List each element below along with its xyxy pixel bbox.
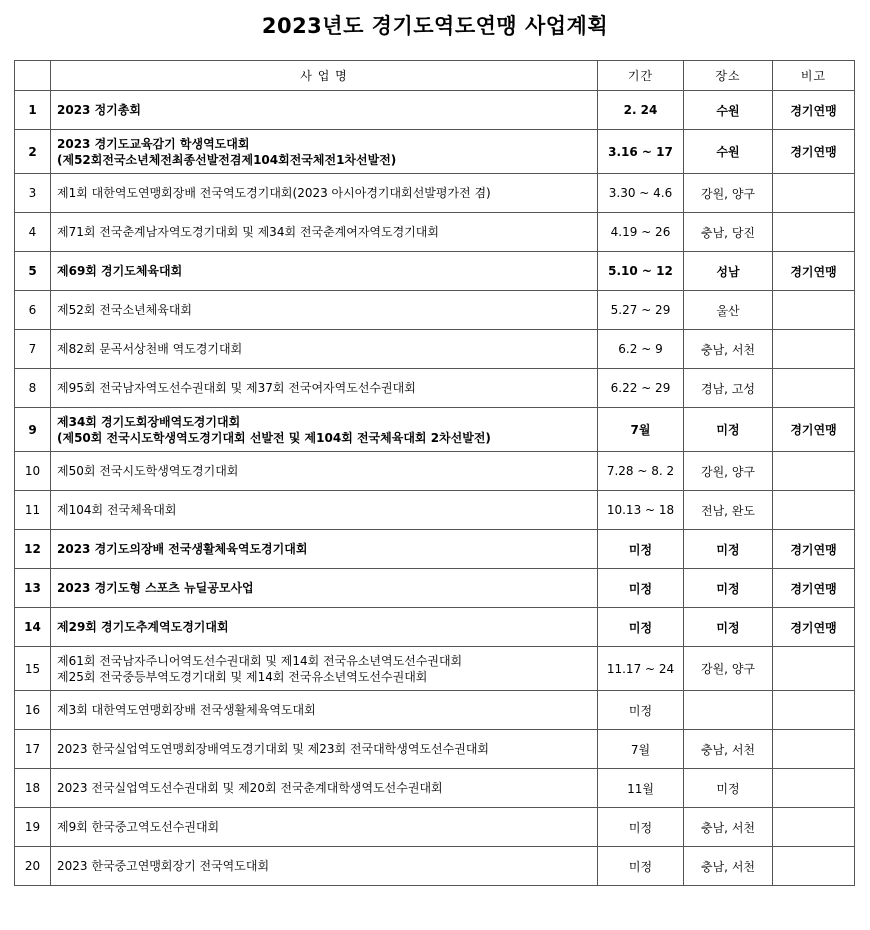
event-place: 경남, 고성 xyxy=(684,369,773,408)
table-row xyxy=(15,730,855,769)
row-number: 13 xyxy=(15,569,51,608)
event-place: 충남, 서천 xyxy=(684,730,773,769)
event-note xyxy=(773,847,855,886)
event-place: 강원, 양구 xyxy=(684,452,773,491)
event-note xyxy=(773,213,855,252)
table-row xyxy=(15,291,855,330)
event-name-cell xyxy=(51,174,598,213)
event-place: 미정 xyxy=(684,530,773,569)
event-note: 경기연맹 xyxy=(773,530,855,569)
table-row xyxy=(15,252,855,291)
event-name: 제1회 대한역도연맹회장배 전국역도경기대회(2023 아시아경기대회선발평가전 겸) xyxy=(57,186,491,200)
event-note xyxy=(773,769,855,808)
header-no xyxy=(15,61,51,91)
event-name: 제71회 전국춘계남자역도경기대회 및 제34회 전국춘계여자역도경기대회 xyxy=(57,225,439,239)
table-row xyxy=(15,808,855,847)
event-period: 4.19 ~ 26 xyxy=(598,213,684,252)
event-note: 경기연맹 xyxy=(773,252,855,291)
event-period: 2. 24 xyxy=(598,91,684,130)
event-note xyxy=(773,691,855,730)
event-period: 미정 xyxy=(598,691,684,730)
event-period: 미정 xyxy=(598,847,684,886)
row-number: 18 xyxy=(15,769,51,808)
event-name: 2023 경기도교육감기 학생역도대회 xyxy=(57,136,250,151)
row-number: 7 xyxy=(15,330,51,369)
event-period: 6.2 ~ 9 xyxy=(598,330,684,369)
event-name-cell xyxy=(51,369,598,408)
table-row xyxy=(15,213,855,252)
row-number: 4 xyxy=(15,213,51,252)
event-name: 제9회 한국중고역도선수권대회 xyxy=(57,820,220,834)
event-note: 경기연맹 xyxy=(773,408,855,452)
event-name-line2: 제25회 전국중등부역도경기대회 및 제14회 전국유소년역도선수권대회 xyxy=(57,669,428,684)
event-period: 10.13 ~ 18 xyxy=(598,491,684,530)
event-place: 전남, 완도 xyxy=(684,491,773,530)
event-note xyxy=(773,369,855,408)
event-place: 미정 xyxy=(684,608,773,647)
event-place: 수원 xyxy=(684,130,773,174)
event-name-cell xyxy=(51,530,598,569)
event-note xyxy=(773,330,855,369)
event-note xyxy=(773,491,855,530)
row-number: 11 xyxy=(15,491,51,530)
event-name: 제82회 문곡서상천배 역도경기대회 xyxy=(57,342,243,356)
table-row xyxy=(15,847,855,886)
page-title: 2023년도 경기도역도연맹 사업계획 xyxy=(261,14,609,38)
header-period: 기간 xyxy=(598,61,684,91)
table-row xyxy=(15,452,855,491)
event-place: 충남, 서천 xyxy=(684,330,773,369)
event-name-cell xyxy=(51,647,598,691)
event-name: 제29회 경기도추계역도경기대회 xyxy=(57,620,229,634)
event-note xyxy=(773,174,855,213)
table-row xyxy=(15,691,855,730)
event-name-cell xyxy=(51,730,598,769)
table-row xyxy=(15,174,855,213)
event-period: 5.10 ~ 12 xyxy=(598,252,684,291)
event-name-cell xyxy=(51,491,598,530)
table-row xyxy=(15,408,855,452)
row-number: 14 xyxy=(15,608,51,647)
event-name-cell xyxy=(51,847,598,886)
table-row xyxy=(15,91,855,130)
table-row xyxy=(15,608,855,647)
event-name-cell xyxy=(51,452,598,491)
event-name: 2023 정기총회 xyxy=(57,103,141,117)
event-place: 울산 xyxy=(684,291,773,330)
event-name-cell xyxy=(51,769,598,808)
event-name: 제104회 전국체육대회 xyxy=(57,503,177,517)
event-period: 3.30 ~ 4.6 xyxy=(598,174,684,213)
event-name: 제3회 대한역도연맹회장배 전국생활체육역도대회 xyxy=(57,703,316,717)
event-note: 경기연맹 xyxy=(773,569,855,608)
row-number: 1 xyxy=(15,91,51,130)
table-row xyxy=(15,569,855,608)
event-name-cell xyxy=(51,91,598,130)
event-period: 미정 xyxy=(598,608,684,647)
event-name-cell xyxy=(51,569,598,608)
row-number: 10 xyxy=(15,452,51,491)
event-period: 미정 xyxy=(598,808,684,847)
event-place: 미정 xyxy=(684,769,773,808)
event-name-cell xyxy=(51,808,598,847)
row-number: 12 xyxy=(15,530,51,569)
event-place: 충남, 서천 xyxy=(684,847,773,886)
event-note: 경기연맹 xyxy=(773,130,855,174)
event-name: 2023 경기도형 스포츠 뉴딜공모사업 xyxy=(57,581,254,595)
event-note: 경기연맹 xyxy=(773,91,855,130)
event-name: 제61회 전국남자주니어역도선수권대회 및 제14회 전국유소년역도선수권대회 xyxy=(57,653,463,668)
event-place: 강원, 양구 xyxy=(684,174,773,213)
event-name-cell xyxy=(51,291,598,330)
table-row xyxy=(15,769,855,808)
event-name: 제95회 전국남자역도선수권대회 및 제37회 전국여자역도선수권대회 xyxy=(57,381,416,395)
event-period: 미정 xyxy=(598,530,684,569)
event-place: 성남 xyxy=(684,252,773,291)
header-note: 비고 xyxy=(773,61,855,91)
table-row xyxy=(15,369,855,408)
table-body xyxy=(15,91,855,886)
event-period: 3.16 ~ 17 xyxy=(598,130,684,174)
event-name-cell xyxy=(51,252,598,291)
event-name: 2023 경기도의장배 전국생활체육역도경기대회 xyxy=(57,542,308,556)
event-name-line2: (제52회전국소년체전최종선발전겸제104회전국체전1차선발전) xyxy=(57,152,397,167)
event-name: 2023 한국실업역도연맹회장배역도경기대회 및 제23회 전국대학생역도선수권대회 xyxy=(57,742,490,756)
event-place xyxy=(684,691,773,730)
event-period: 5.27 ~ 29 xyxy=(598,291,684,330)
table-row xyxy=(15,330,855,369)
event-name-cell xyxy=(51,130,598,174)
event-note xyxy=(773,647,855,691)
event-place: 미정 xyxy=(684,569,773,608)
event-period: 7.28 ~ 8. 2 xyxy=(598,452,684,491)
business-plan-table xyxy=(14,60,855,886)
event-place: 충남, 당진 xyxy=(684,213,773,252)
header-name: 사 업 명 xyxy=(51,61,598,91)
event-place: 강원, 양구 xyxy=(684,647,773,691)
row-number: 3 xyxy=(15,174,51,213)
event-note xyxy=(773,808,855,847)
event-name: 제69회 경기도체육대회 xyxy=(57,264,183,278)
event-place: 미정 xyxy=(684,408,773,452)
event-name-cell xyxy=(51,330,598,369)
event-period: 11월 xyxy=(598,769,684,808)
table-header-row xyxy=(15,61,855,91)
event-place: 충남, 서천 xyxy=(684,808,773,847)
event-note: 경기연맹 xyxy=(773,608,855,647)
event-place: 수원 xyxy=(684,91,773,130)
event-name: 제52회 전국소년체육대회 xyxy=(57,303,193,317)
event-period: 7월 xyxy=(598,730,684,769)
event-name-line2: (제50회 전국시도학생역도경기대회 선발전 및 제104회 전국체육대회 2차선발전) xyxy=(57,430,491,445)
event-name-cell xyxy=(51,691,598,730)
row-number: 19 xyxy=(15,808,51,847)
table-row xyxy=(15,491,855,530)
header-place: 장소 xyxy=(684,61,773,91)
row-number: 16 xyxy=(15,691,51,730)
row-number: 6 xyxy=(15,291,51,330)
table-row xyxy=(15,647,855,691)
row-number: 17 xyxy=(15,730,51,769)
event-note xyxy=(773,291,855,330)
event-name-cell xyxy=(51,408,598,452)
event-name: 제34회 경기도회장배역도경기대회 xyxy=(57,414,241,429)
row-number: 2 xyxy=(15,130,51,174)
row-number: 5 xyxy=(15,252,51,291)
event-period: 11.17 ~ 24 xyxy=(598,647,684,691)
event-name-cell xyxy=(51,213,598,252)
row-number: 8 xyxy=(15,369,51,408)
row-number: 15 xyxy=(15,647,51,691)
table-row xyxy=(15,130,855,174)
row-number: 20 xyxy=(15,847,51,886)
row-number: 9 xyxy=(15,408,51,452)
event-name: 2023 전국실업역도선수권대회 및 제20회 전국춘계대학생역도선수권대회 xyxy=(57,781,443,795)
event-period: 6.22 ~ 29 xyxy=(598,369,684,408)
event-period: 미정 xyxy=(598,569,684,608)
event-name: 2023 한국중고연맹회장기 전국역도대회 xyxy=(57,859,270,873)
event-period: 7월 xyxy=(598,408,684,452)
event-name: 제50회 전국시도학생역도경기대회 xyxy=(57,464,239,478)
event-name-cell xyxy=(51,608,598,647)
event-note xyxy=(773,730,855,769)
event-note xyxy=(773,452,855,491)
table-row xyxy=(15,530,855,569)
